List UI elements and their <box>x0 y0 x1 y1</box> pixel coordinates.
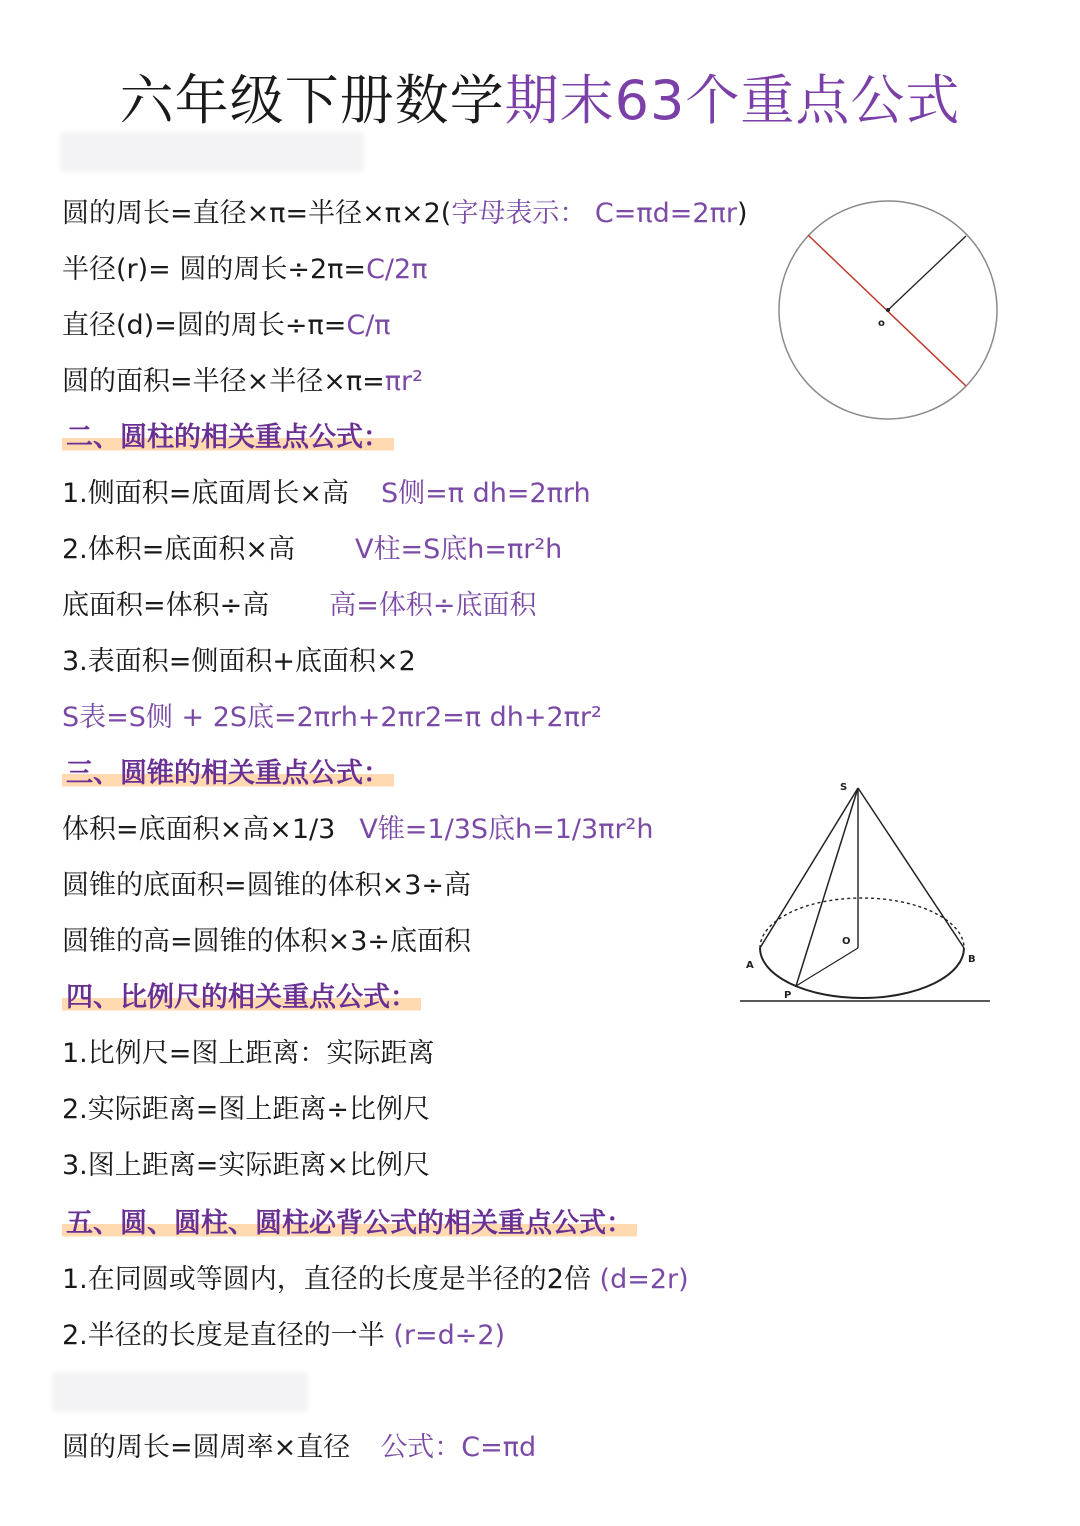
circle-diagram <box>770 198 1010 428</box>
point-p-label: P <box>784 990 792 1001</box>
center-o-label: O <box>842 936 851 947</box>
radius-line <box>888 236 966 310</box>
title-black: 六年级下册数学 <box>119 69 505 132</box>
title-purple: 期末63个重点公式 <box>504 69 961 132</box>
heading-text: 二、圆柱的相关重点公式： <box>62 422 394 453</box>
text: 3.表面积=侧面积+底面积×2 <box>62 646 416 677</box>
text: 高=体积÷底面积 <box>329 590 537 621</box>
radius-op <box>796 948 858 986</box>
text: 公式：C=πd <box>380 1432 537 1463</box>
slant-right <box>858 788 964 948</box>
formula-cone-base <box>62 868 471 904</box>
slant-left <box>760 788 858 948</box>
formula-pi-circumference <box>62 1430 536 1466</box>
formula-circle-area <box>62 364 423 400</box>
section-heading-circle-rules <box>62 1206 637 1242</box>
text: S表=S侧 + 2S底=2πrh+2πr2=π dh+2πr² <box>62 702 602 733</box>
heading-text: 三、圆锥的相关重点公式： <box>62 758 394 789</box>
blurred-subheading <box>52 1372 308 1412</box>
page-title <box>0 58 1080 135</box>
text: 圆的周长=圆周率×直径 <box>62 1432 351 1463</box>
center-dot <box>886 308 890 312</box>
text: C/π <box>346 310 391 341</box>
formula-actual-distance <box>62 1092 430 1128</box>
text: 底面积=体积÷高 <box>62 590 270 621</box>
formula-cylinder-lateral <box>62 476 591 512</box>
text: 半径(r)= 圆的周长÷2π= <box>62 254 367 285</box>
text: 圆锥的高=圆锥的体积×3÷底面积 <box>62 926 472 957</box>
text: (d=2r) <box>599 1264 689 1295</box>
heading-text: 五、圆、圆柱、圆柱必背公式的相关重点公式： <box>62 1208 637 1239</box>
text: 1.比例尺=图上距离：实际距离 <box>62 1038 435 1069</box>
point-b-label: B <box>968 954 976 965</box>
formula-cone-volume <box>62 812 654 848</box>
text: 直径(d)=圆的周长÷π= <box>62 310 347 341</box>
text: 2.体积=底面积×高 <box>62 534 296 565</box>
formula-cylinder-surface-symbolic <box>62 700 602 736</box>
text: 字母表示： C=πd=2πr <box>451 198 737 229</box>
point-a-label: A <box>746 960 754 971</box>
rule-diameter-double <box>62 1262 689 1298</box>
slant-p <box>796 788 858 986</box>
formula-cylinder-surface <box>62 644 416 680</box>
formula-cone-height <box>62 924 471 960</box>
text: ) <box>736 198 748 229</box>
text: 体积=底面积×高×1/3 <box>62 814 336 845</box>
section-heading-scale <box>62 980 421 1016</box>
text: C/2π <box>366 254 428 285</box>
text: S侧=π dh=2πrh <box>381 478 591 509</box>
formula-radius <box>62 252 427 288</box>
text: 3.图上距离=实际距离×比例尺 <box>62 1150 431 1181</box>
text: 2.半径的长度是直径的一半 <box>62 1320 394 1351</box>
section-heading-cylinder <box>62 420 394 456</box>
text: 圆的周长=直径×π=半径×π×2( <box>62 198 452 229</box>
cone-diagram <box>730 772 1000 1012</box>
text: V锥=1/3S底h=1/3πr²h <box>359 814 654 845</box>
center-label: o <box>878 318 885 329</box>
formula-base-area <box>62 588 537 624</box>
base-back-arc <box>760 898 964 948</box>
apex-label: S <box>840 782 848 793</box>
formula-diameter <box>62 308 391 344</box>
formula-scale <box>62 1036 434 1072</box>
text: 圆锥的底面积=圆锥的体积×3÷高 <box>62 870 472 901</box>
text: 1.侧面积=底面周长×高 <box>62 478 350 509</box>
text: 2.实际距离=图上距离÷比例尺 <box>62 1094 431 1125</box>
text: V柱=S底h=πr²h <box>355 534 563 565</box>
text: 1.在同圆或等圆内，直径的长度是半径的2倍 <box>62 1264 600 1295</box>
formula-circumference <box>62 196 748 232</box>
rule-radius-half <box>62 1318 505 1354</box>
formula-map-distance <box>62 1148 430 1184</box>
section-heading-cone <box>62 756 394 792</box>
text: 圆的面积=半径×半径×π= <box>62 366 385 397</box>
formula-cylinder-volume <box>62 532 562 568</box>
text: πr² <box>384 366 423 397</box>
text: (r=d÷2) <box>393 1320 506 1351</box>
heading-text: 四、比例尺的相关重点公式： <box>62 982 421 1013</box>
blurred-heading <box>60 132 364 172</box>
